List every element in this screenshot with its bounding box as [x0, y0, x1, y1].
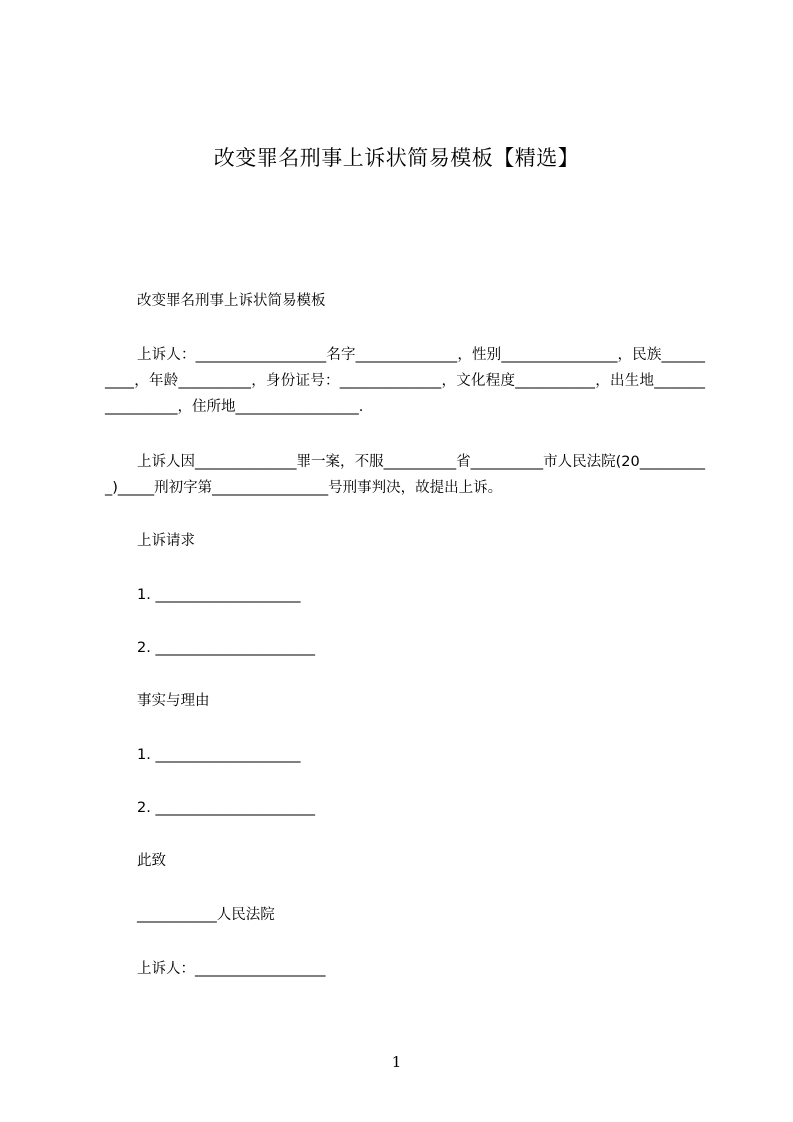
- court-line: ___________人民法院: [137, 907, 275, 923]
- appellant-signature-line: 上诉人：__________________: [137, 961, 326, 977]
- document-subtitle: 改变罪名刑事上诉状简易模板: [137, 293, 326, 309]
- request-item-1: 1. ____________________: [137, 587, 301, 603]
- page-number: 1: [391, 1053, 402, 1071]
- request-item-2: 2. ______________________: [137, 640, 315, 656]
- case-paragraph: 上诉人因______________罪一案，不服__________省__________市人民法院(20__________)_____刑初字第________________号刑事判决，故提出上诉。: [105, 454, 705, 496]
- document-title: 改变罪名刑事上诉状简易模板【精选】: [213, 146, 580, 170]
- closing-salutation: 此致: [137, 853, 166, 869]
- appellant-info-paragraph: 上诉人：__________________名字______________，性别________________，民族__________，年龄__________，身份证号：______________，文化程度___________，出生地_________________，住所地_________________.: [105, 347, 705, 415]
- facts-item-2: 2. ______________________: [137, 800, 315, 816]
- facts-item-1: 1. ____________________: [137, 747, 301, 763]
- request-heading: 上诉请求: [137, 533, 195, 549]
- facts-heading: 事实与理由: [137, 693, 210, 709]
